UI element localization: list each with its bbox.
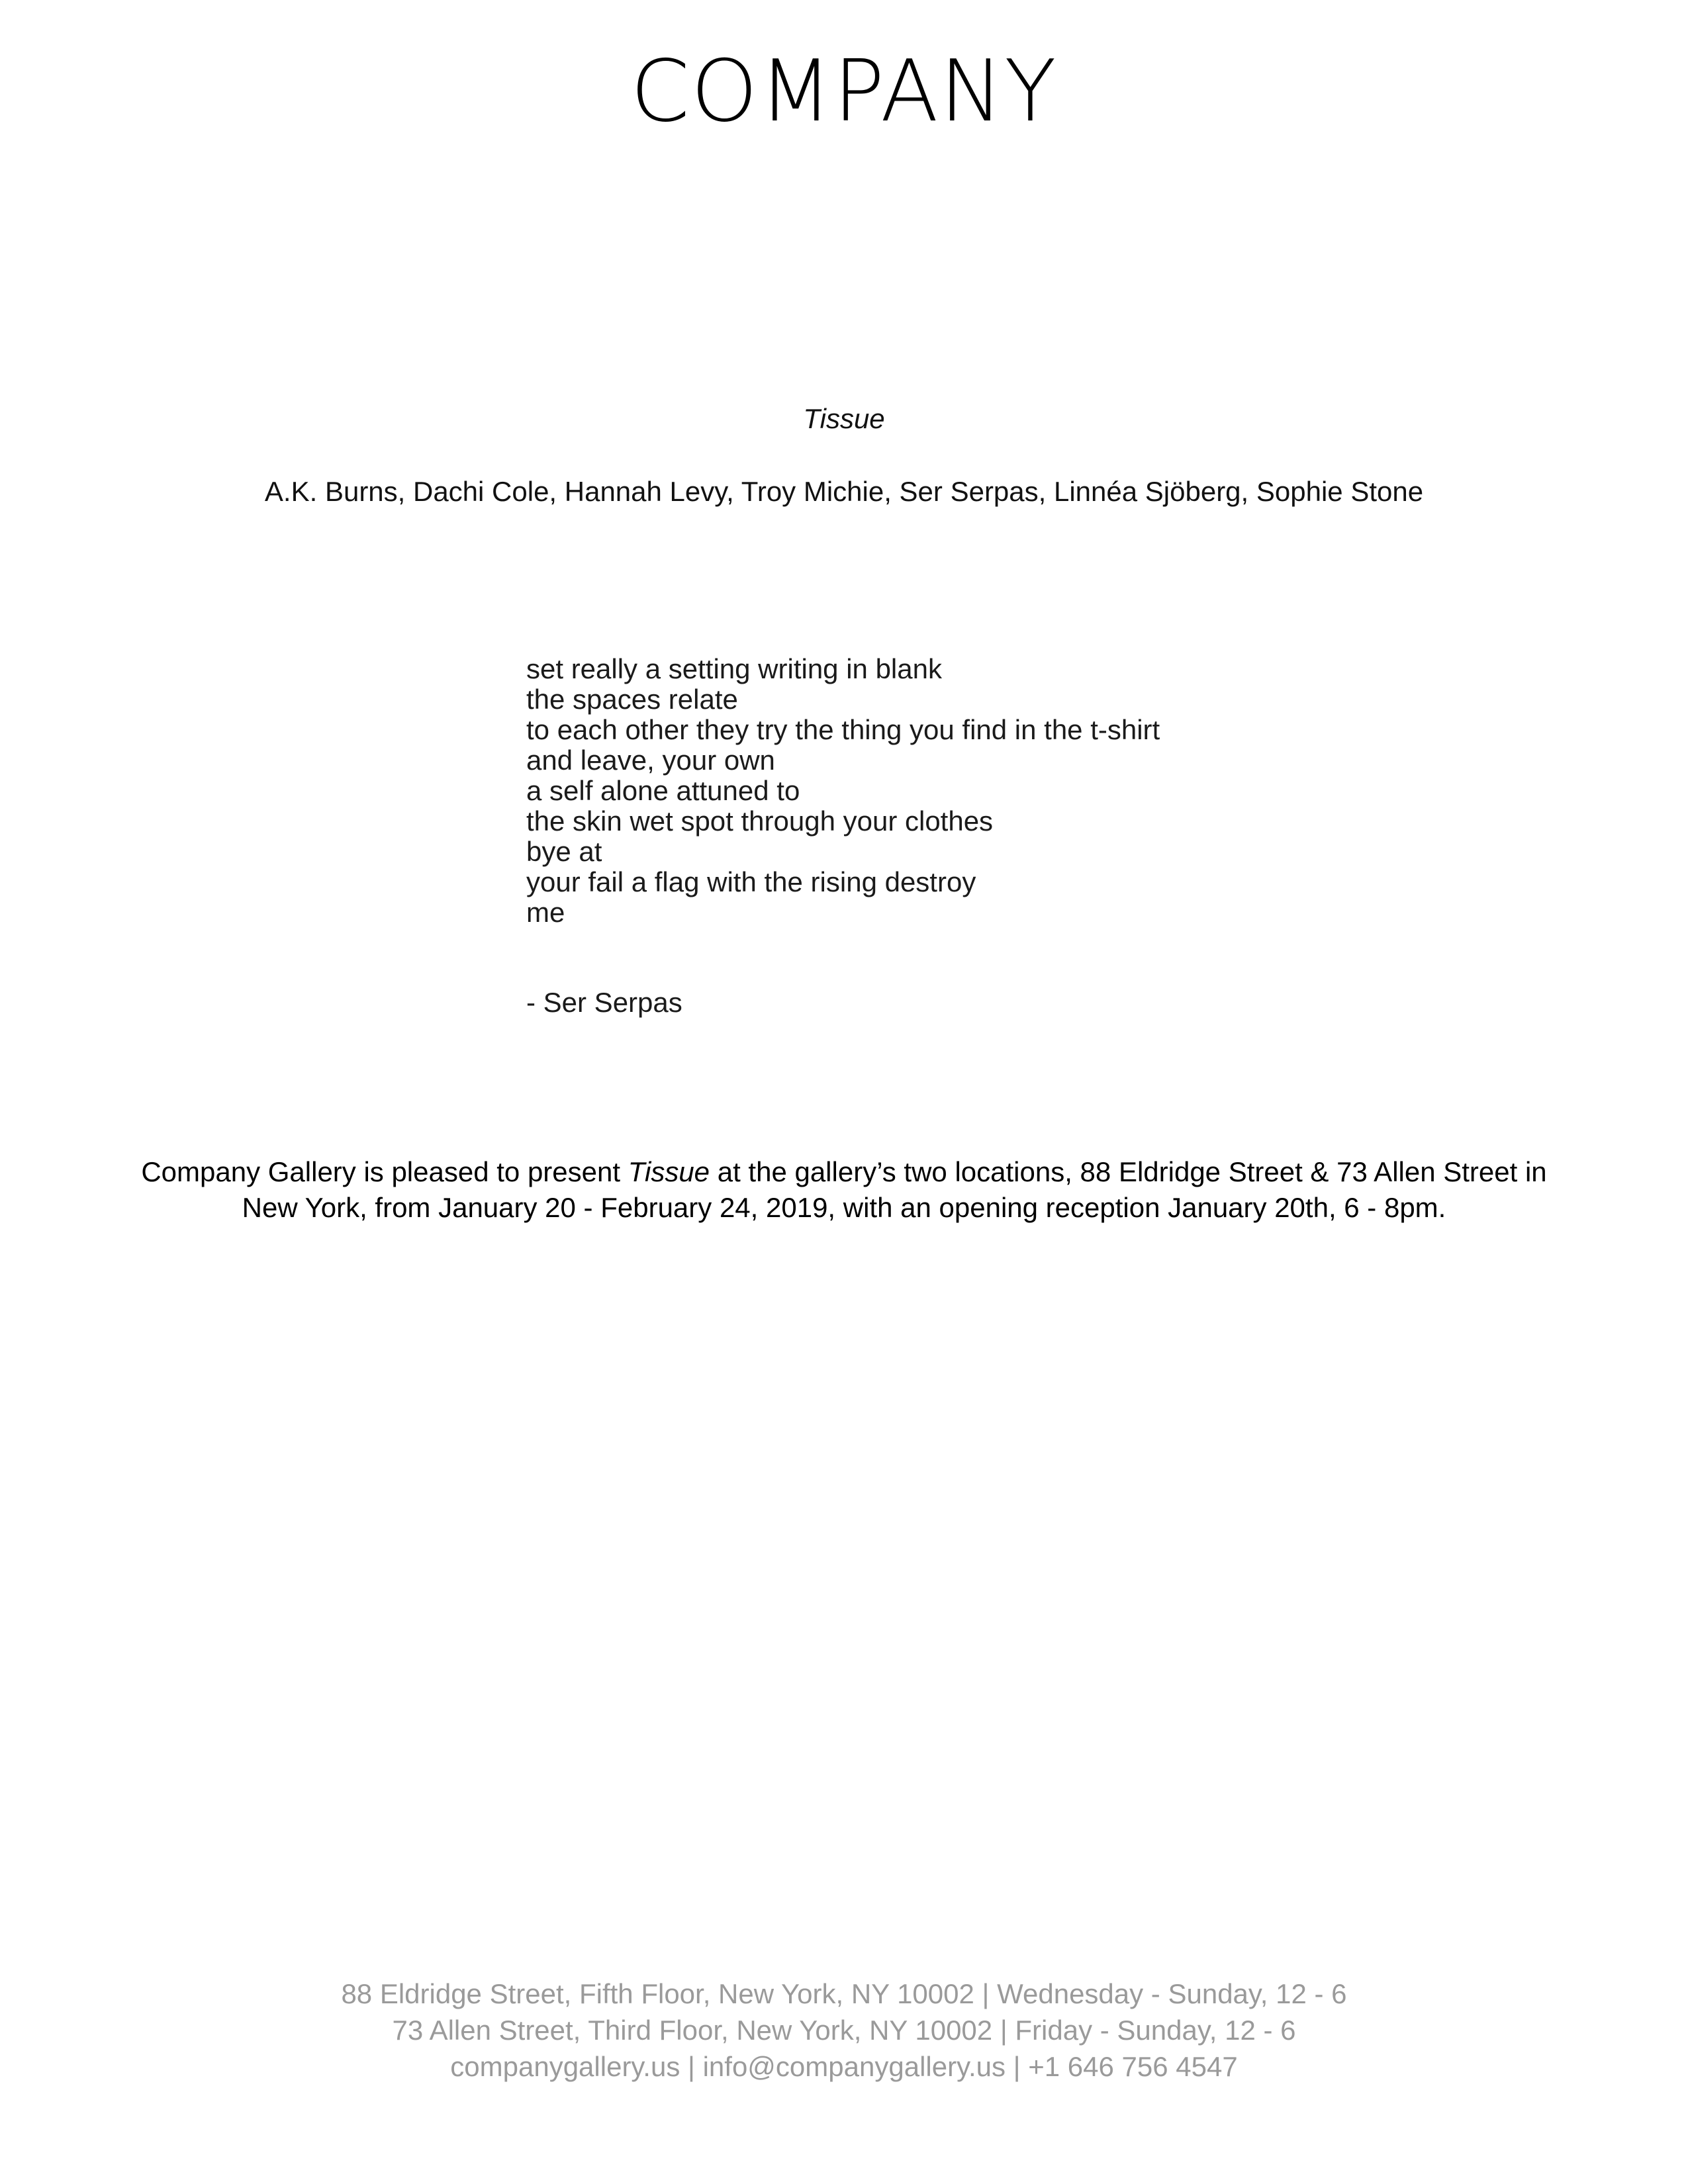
poem-author: - Ser Serpas (526, 987, 682, 1018)
poem-line: the skin wet spot through your clothes (526, 805, 994, 837)
poem-line: set really a setting writing in blank (526, 653, 942, 684)
company-logo: COMPANY (630, 42, 1058, 141)
footer-allen-location: 73 Allen Street, Third Floor, New York, NY 10002 | Friday - Sunday, 12 - 6 (392, 2015, 1296, 2046)
announcement-line-2: New York, from January 20 - February 24, 2019, with an opening reception January 20th, 6 - 8pm. (242, 1192, 1446, 1223)
announcement-text: Company Gallery is pleased to present (141, 1156, 628, 1187)
poem-line: your fail a flag with the rising destroy (526, 866, 976, 897)
poem-line: bye at (526, 836, 602, 867)
announcement-exhibition-title: Tissue (628, 1156, 710, 1187)
footer-contact-info: companygallery.us | info@companygallery.us | +1 646 756 4547 (450, 2051, 1238, 2082)
poem-line: the spaces relate (526, 684, 738, 715)
poem (526, 654, 1387, 928)
artist-list: A.K. Burns, Dachi Cole, Hannah Levy, Troy Michie, Ser Serpas, Linnéa Sjöberg, Sophie Stone (264, 476, 1424, 507)
footer-eldridge-location: 88 Eldridge Street, Fifth Floor, New York, NY 10002 | Wednesday - Sunday, 12 - 6 (341, 1978, 1347, 2009)
announcement-text: at the gallery’s two locations, 88 Eldridge Street & 73 Allen Street in (710, 1156, 1547, 1187)
poem-line: a self alone attuned to (526, 775, 800, 806)
exhibition-title: Tissue (803, 403, 885, 434)
poem-line: and leave, your own (526, 745, 775, 776)
announcement-line-1 (0, 1154, 1688, 1190)
poem-line: me (526, 897, 565, 928)
gallery-contact-footer (0, 1976, 1688, 2085)
press-announcement (0, 1154, 1688, 1226)
poem-line: to each other they try the thing you find in the t-shirt (526, 714, 1160, 745)
